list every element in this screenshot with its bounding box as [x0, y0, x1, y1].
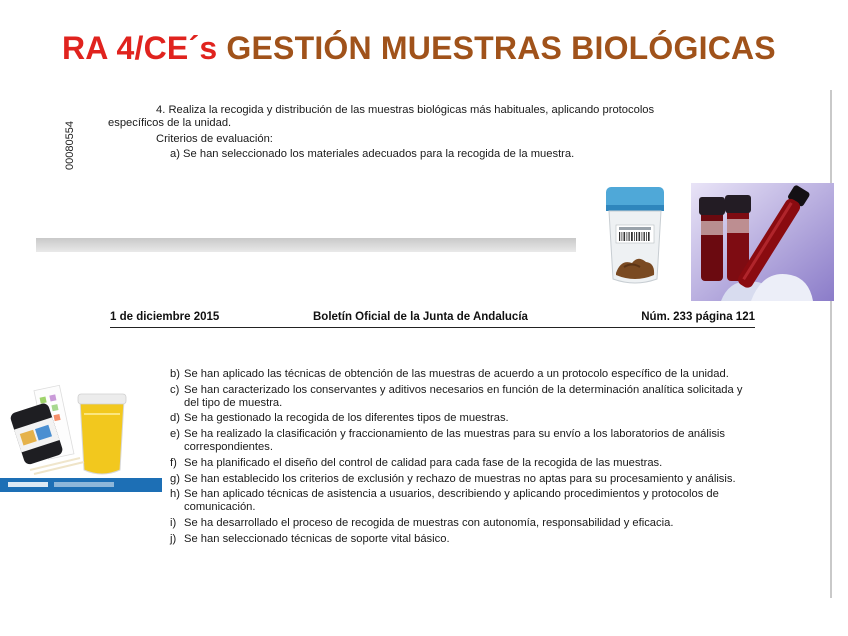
- criterion-letter: g): [170, 472, 180, 485]
- criterion-text: Se ha gestionado la recogida de los diferentes tipos de muestras.: [184, 412, 509, 425]
- criterion-letter: i): [170, 516, 177, 529]
- criterion-item: [170, 368, 758, 381]
- bulletin-number: Núm. 233 página 121: [641, 311, 755, 323]
- urine-kit-image: [0, 378, 162, 494]
- specimen-container-icon: [576, 183, 688, 291]
- criteria-label: Criterios de evaluación:: [156, 133, 273, 145]
- intro-line-1: 4. Realiza la recogida y distribución de las muestras biológicas más habituales, aplicando protocolos: [156, 104, 655, 116]
- bulletin-header: [110, 311, 755, 328]
- criterion-item: [170, 473, 758, 486]
- bulletin-name: Boletín Oficial de la Junta de Andalucía: [313, 311, 528, 323]
- criterion-text: Se han seleccionado técnicas de soporte vital básico.: [184, 532, 450, 545]
- criterion-item: [170, 533, 758, 546]
- criterion-a: a) Se han seleccionado los materiales adecuados para la recogida de la muestra.: [170, 148, 575, 160]
- criterion-text: Se han establecido los criterios de exclusión y rechazo de muestras no aptas para su procesamiento y análisis.: [184, 472, 736, 485]
- slide-title-prefix: RA 4/CE´s: [62, 30, 218, 66]
- criterion-letter: d): [170, 412, 180, 425]
- criterion-item: [170, 384, 758, 410]
- criterion-item: [170, 412, 758, 425]
- criterion-text: Se han caracterizado los conservantes y aditivos necesarios en función de la determinación analítica solicitada y del tipo de muestra.: [184, 383, 743, 409]
- criterion-text: Se ha desarrollado el proceso de recogida de muestras con autonomía, responsabilidad y eficacia.: [184, 516, 674, 529]
- slide-title-main: GESTIÓN MUESTRAS BIOLÓGICAS: [226, 30, 776, 66]
- page-divider: [36, 238, 576, 252]
- criterion-letter: e): [170, 428, 180, 441]
- criterion-letter: c): [170, 383, 180, 396]
- criterion-item: [170, 428, 758, 454]
- bulletin-date: 1 de diciembre 2015: [110, 311, 220, 323]
- criteria-list: [170, 368, 758, 546]
- criterion-letter: h): [170, 488, 180, 501]
- criterion-text: Se han aplicado las técnicas de obtención de las muestras de acuerdo a un protocolo específico de la unidad.: [184, 368, 729, 380]
- intro-line-2: específicos de la unidad.: [108, 117, 232, 129]
- criterion-item: [170, 517, 758, 530]
- blood-tubes-image: [691, 183, 834, 301]
- document-number: 00080554: [64, 121, 76, 170]
- criterion-text: Se ha planificado el diseño del control de calidad para cada fase de la recogida de las muestras.: [184, 456, 663, 469]
- urine-test-kit-icon: [0, 378, 162, 494]
- criterion-letter: b): [170, 368, 180, 380]
- criterion-text: Se han aplicado técnicas de asistencia a usuarios, describiendo y aplicando procedimientos y protocolos de comunicación.: [184, 488, 719, 514]
- criterion-text: Se ha realizado la clasificación y fraccionamiento de las muestras para su envío a los laboratorios de análisis correspondientes.: [184, 428, 726, 453]
- blood-tubes-icon: [691, 183, 834, 301]
- page-edge-rule: [830, 90, 832, 598]
- slide-title: [62, 30, 776, 67]
- specimen-container-image: [576, 183, 688, 291]
- criterion-item: [170, 457, 758, 470]
- criterion-item: [170, 488, 758, 514]
- criterion-letter: j): [170, 532, 177, 545]
- criterion-letter: f): [170, 456, 177, 469]
